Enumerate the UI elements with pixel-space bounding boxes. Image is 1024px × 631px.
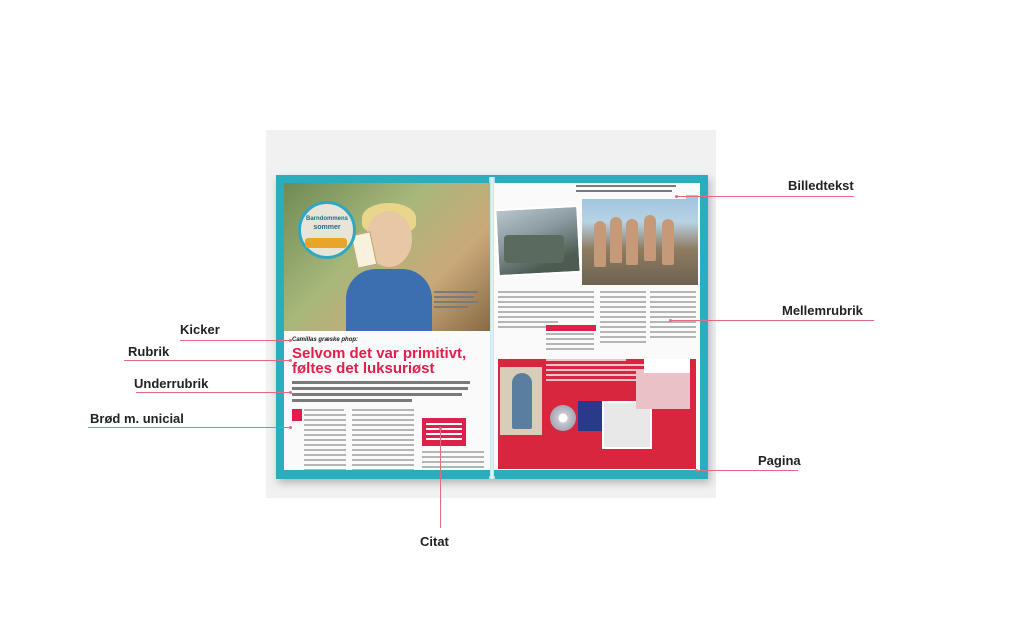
right-column-3 <box>600 291 646 346</box>
label-mellemrubrik: Mellemrubrik <box>782 303 863 318</box>
cd-disc <box>550 405 576 431</box>
pagina-bar-right <box>494 470 700 476</box>
drop-cap <box>292 409 302 421</box>
badge-band <box>305 238 347 248</box>
photo-caption-left <box>434 291 482 321</box>
headline-line-2: føltes det luksuriøst <box>292 360 435 377</box>
mellemrubrik-mark <box>546 325 596 331</box>
pagina-bar-left <box>284 470 490 476</box>
right-column-2b <box>546 333 594 353</box>
magazine-subheadline <box>292 381 472 403</box>
label-underrubrik: Underrubrik <box>134 376 209 391</box>
kid-shirt <box>346 269 432 331</box>
white-caption-box <box>644 359 690 373</box>
badge-line2: sommer <box>313 224 341 231</box>
label-rubrik: Rubrik <box>128 344 170 359</box>
magazine-headline <box>292 346 472 376</box>
right-column-4 <box>650 291 696 341</box>
citat-leader <box>440 428 441 528</box>
photo-caption-right <box>576 185 686 199</box>
pull-quote <box>422 418 466 446</box>
body-column-1 <box>304 409 346 473</box>
billedtekst-leader <box>676 196 854 197</box>
mellemrubrik-leader <box>670 320 874 321</box>
badge-line1: Barndommens <box>305 216 348 222</box>
summer-badge <box>298 201 356 259</box>
car-shape <box>504 235 564 263</box>
underrubrik-leader <box>136 392 290 393</box>
pagina-leader <box>696 470 798 471</box>
kicker-leader <box>180 340 290 341</box>
body-column-2 <box>352 409 414 473</box>
right-column-2 <box>546 291 594 321</box>
label-kicker: Kicker <box>180 322 220 337</box>
woman-figure <box>512 373 532 429</box>
left-page <box>284 183 490 473</box>
label-brod: Brød m. unicial <box>90 411 184 426</box>
rubrik-leader <box>124 360 290 361</box>
brod-leader <box>88 427 290 428</box>
band-photo <box>636 369 690 409</box>
magazine-kicker: Camillas græske phop: <box>292 337 359 343</box>
headline-line-1: Selvom det var primitivt, <box>292 345 467 362</box>
label-citat: Citat <box>420 534 449 549</box>
cd-cover <box>578 401 602 431</box>
label-pagina: Pagina <box>758 453 801 468</box>
label-billedtekst: Billedtekst <box>788 178 854 193</box>
right-page <box>494 183 700 473</box>
